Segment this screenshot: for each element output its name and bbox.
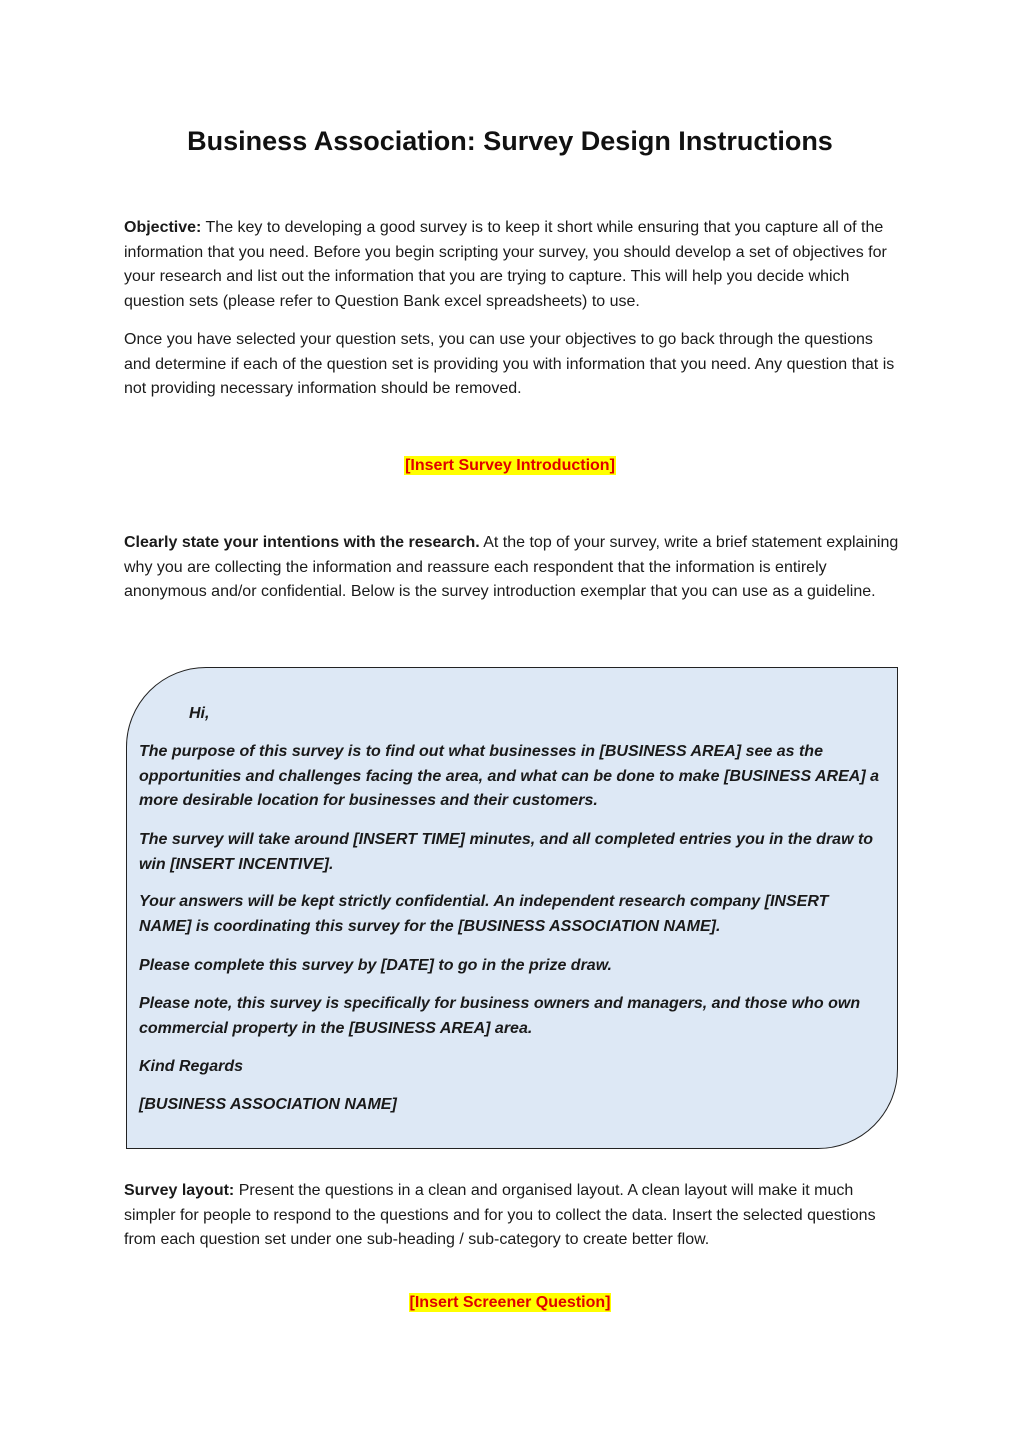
exemplar-audience: Please note, this survey is specifically for business owners and managers, and those who own commercial property in the [BUSINESS AREA] area. [139, 995, 861, 1037]
objective-paragraph [124, 216, 900, 314]
page-title: Business Association: Survey Design Instructions [187, 126, 833, 156]
exemplar-confidentiality: Your answers will be kept strictly confidential. An independent research company [INSERT NAME] is coordinating this survey for the [BUSINESS ASSOCIATION NAME]. [139, 893, 829, 935]
screener-question-placeholder: [Insert Screener Question] [409, 1294, 611, 1311]
objective-followup-paragraph: Once you have selected your question sets, you can use your objectives to go back through the questions and determine if each of the question set is providing you with information that you need. Any question that is not providing necessary information should be removed. [124, 331, 895, 397]
exemplar-deadline: Please complete this survey by [DATE] to go in the prize draw. [139, 957, 612, 974]
intentions-paragraph [124, 531, 900, 605]
screener-question-placeholder-line [0, 1292, 1020, 1314]
survey-layout-text: Present the questions in a clean and organised layout. A clean layout will make it much simpler for people to respond to the questions and for you to collect the data. Insert the selected questions from each question set under one sub-heading / sub-category to create better flow. [124, 1182, 876, 1248]
exemplar-greeting: Hi, [189, 705, 210, 722]
survey-layout-paragraph [124, 1179, 900, 1253]
survey-layout-label: Survey layout: [124, 1182, 235, 1199]
exemplar-duration: The survey will take around [INSERT TIME] minutes, and all completed entries you in the draw to win [INSERT INCENTIVE]. [139, 831, 874, 873]
intentions-text: At the top of your survey, write a brief statement explaining why you are collecting the information and reassure each respondent that the information is entirely anonymous and/or confidential. Below is the survey introduction exemplar that you can use as a guideline. [124, 534, 899, 600]
exemplar-signature: [BUSINESS ASSOCIATION NAME] [139, 1096, 397, 1113]
objective-label: Objective: [124, 219, 202, 236]
intentions-label: Clearly state your intentions with the research. [124, 534, 480, 551]
exemplar-signoff: Kind Regards [139, 1058, 244, 1075]
survey-introduction-placeholder-line [0, 455, 1020, 477]
exemplar-purpose: The purpose of this survey is to find out what businesses in [BUSINESS AREA] see as the opportunities and challenges facing the area, and what can be done to make [BUSINESS AREA] a more desirable location for businesses and their customers. [139, 743, 879, 809]
survey-introduction-placeholder: [Insert Survey Introduction] [405, 457, 615, 474]
objective-text: The key to developing a good survey is to keep it short while ensuring that you capture all of the information that you need. Before you begin scripting your survey, you should develop a set of objectives for your research and list out the information that you are trying to capture. This will help you decide which question sets (please refer to Question Bank excel spreadsheets) to use. [124, 219, 887, 310]
